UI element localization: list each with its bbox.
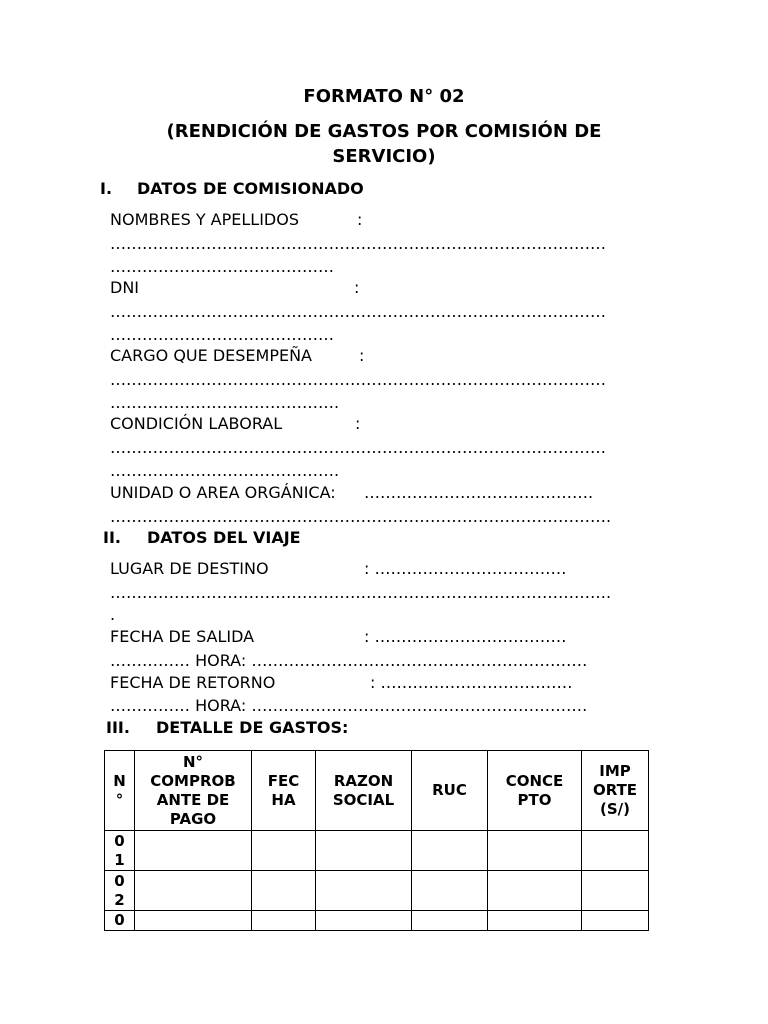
table-row bbox=[105, 911, 649, 931]
field-condicion-line2: ……………………………………. bbox=[110, 461, 340, 480]
field-cargo-line1: ………………………………………………………………………………… bbox=[110, 370, 606, 389]
field-destino-line3: . bbox=[110, 605, 116, 624]
field-unidad-line2: …………………………………………………………………………………. bbox=[110, 507, 612, 526]
field-dni-line2: …………………………………… bbox=[110, 325, 334, 344]
header-numero: N ° bbox=[105, 751, 135, 831]
section1-number: I. bbox=[100, 179, 113, 198]
gastos-table bbox=[104, 750, 649, 931]
section3-heading: DETALLE DE GASTOS: bbox=[156, 718, 349, 737]
cell-ruc[interactable] bbox=[412, 911, 488, 931]
section2-number: II. bbox=[103, 528, 121, 547]
field-nombres-label: NOMBRES Y APELLIDOS bbox=[110, 210, 299, 229]
field-nombres-colon: : bbox=[357, 210, 363, 229]
field-destino-label: LUGAR DE DESTINO bbox=[110, 559, 269, 578]
cell-importe[interactable] bbox=[582, 831, 649, 871]
section1-heading: DATOS DE COMISIONADO bbox=[137, 179, 364, 198]
field-destino-line2: …………………………………………………………………………………. bbox=[110, 583, 612, 602]
field-condicion-line1: ………………………………………………………………………………… bbox=[110, 438, 606, 457]
field-unidad-label: UNIDAD O AREA ORGÁNICA: bbox=[110, 483, 336, 502]
field-salida-label: FECHA DE SALIDA bbox=[110, 627, 255, 646]
section2-heading: DATOS DEL VIAJE bbox=[147, 528, 301, 547]
field-condicion-label: CONDICIÓN LABORAL bbox=[110, 414, 283, 433]
cell-concepto[interactable] bbox=[488, 911, 582, 931]
cell-comprobante[interactable] bbox=[135, 871, 252, 911]
table-row bbox=[105, 871, 649, 911]
cell-fecha[interactable] bbox=[252, 911, 316, 931]
table-row bbox=[105, 831, 649, 871]
cell-razon-social[interactable] bbox=[316, 911, 412, 931]
cell-ruc[interactable] bbox=[412, 871, 488, 911]
cell-comprobante[interactable] bbox=[135, 911, 252, 931]
field-cargo-line2: ……………………………………. bbox=[110, 393, 340, 412]
field-nombres-line1: ………………………………………………………………………………… bbox=[110, 234, 606, 253]
header-concepto: CONCE PTO bbox=[488, 751, 582, 831]
form-subtitle-line1: (RENDICIÓN DE GASTOS POR COMISIÓN DE bbox=[166, 121, 602, 142]
row-number-cell: 0 bbox=[105, 911, 135, 931]
cell-fecha[interactable] bbox=[252, 871, 316, 911]
form-subtitle-line2: SERVICIO) bbox=[332, 146, 436, 167]
row-number-cell: 0 2 bbox=[105, 871, 135, 911]
table-header-row bbox=[105, 751, 649, 831]
header-razon-social: RAZON SOCIAL bbox=[316, 751, 412, 831]
cell-concepto[interactable] bbox=[488, 831, 582, 871]
field-unidad-line1: ……………………………………. bbox=[364, 483, 594, 502]
field-nombres-line2: …………………………………… bbox=[110, 257, 334, 276]
header-ruc: RUC bbox=[412, 751, 488, 831]
field-retorno-value: : ……………………………… bbox=[370, 673, 573, 692]
cell-concepto[interactable] bbox=[488, 871, 582, 911]
field-cargo-label: CARGO QUE DESEMPEÑA bbox=[110, 346, 312, 365]
cell-fecha[interactable] bbox=[252, 831, 316, 871]
cell-importe[interactable] bbox=[582, 871, 649, 911]
field-retorno-hora: …………… HORA: ……………………………………………………… bbox=[110, 696, 588, 715]
field-dni-colon: : bbox=[354, 278, 360, 297]
field-salida-value: : ……………………………… bbox=[364, 627, 567, 646]
field-retorno-label: FECHA DE RETORNO bbox=[110, 673, 276, 692]
field-salida-hora: …………… HORA: ……………………………………………………… bbox=[110, 651, 588, 670]
field-dni-label: DNI bbox=[110, 278, 140, 297]
header-importe: IMP ORTE (S/) bbox=[582, 751, 649, 831]
field-cargo-colon: : bbox=[359, 346, 365, 365]
cell-ruc[interactable] bbox=[412, 831, 488, 871]
field-destino-value: : ……………………………… bbox=[364, 559, 567, 578]
header-comprobante: N° COMPROB ANTE DE PAGO bbox=[135, 751, 252, 831]
row-number-cell: 0 1 bbox=[105, 831, 135, 871]
cell-comprobante[interactable] bbox=[135, 831, 252, 871]
header-fecha: FEC HA bbox=[252, 751, 316, 831]
cell-razon-social[interactable] bbox=[316, 831, 412, 871]
cell-razon-social[interactable] bbox=[316, 871, 412, 911]
cell-importe[interactable] bbox=[582, 911, 649, 931]
form-title: FORMATO N° 02 bbox=[303, 86, 465, 107]
field-condicion-colon: : bbox=[355, 414, 361, 433]
section3-number: III. bbox=[106, 718, 130, 737]
field-dni-line1: ………………………………………………………………………………… bbox=[110, 302, 606, 321]
